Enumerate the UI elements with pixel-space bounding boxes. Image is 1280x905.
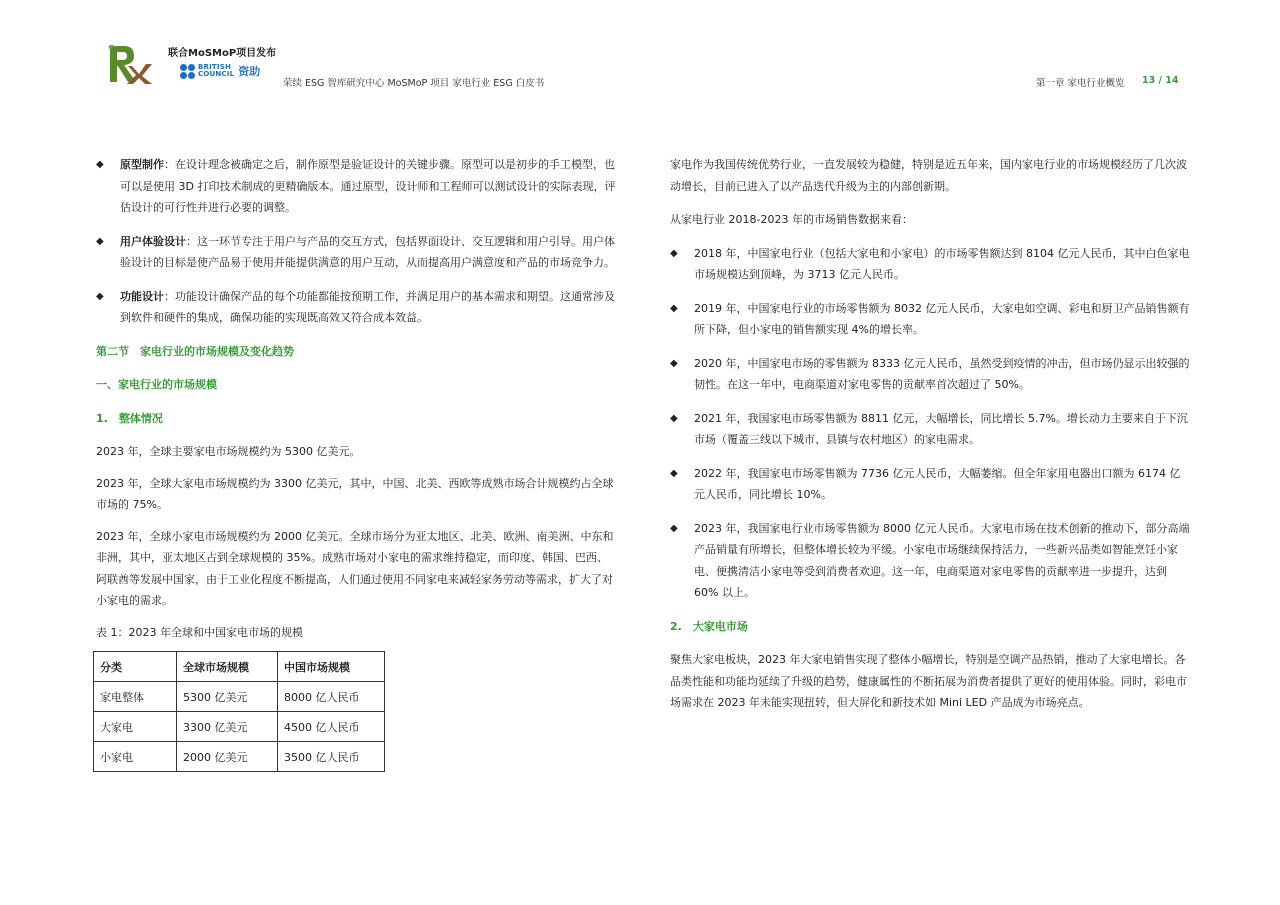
- table-cell: 5300 亿美元: [177, 682, 278, 712]
- table-header: 分类: [94, 652, 177, 682]
- table-cell: 3500 亿人民币: [278, 742, 385, 772]
- bullet-title: 原型制作: [120, 158, 164, 171]
- diamond-icon: ◆: [96, 159, 104, 170]
- rx-logo: [106, 44, 156, 84]
- bullet-2019: [670, 298, 1190, 341]
- paragraph: 家电作为我国传统优势行业，一直发展较为稳健，特别是近五年来，国内家电行业的市场规模经历了几次波动增长，目前已进入了以产品迭代升级为主的内部创新期。: [670, 158, 1187, 193]
- bc-dots-icon: [180, 64, 195, 79]
- table-row: [94, 742, 385, 772]
- bullet-text: 2019 年，中国家电行业的市场零售额为 8032 亿元人民币，大家电如空调、彩电和厨卫产品销售额有所下降，但小家电的销售额实现 4%的增长率。: [694, 301, 1190, 336]
- bullet-text: ：在设计理念被确定之后，制作原型是验证设计的关键步骤。原型可以是初步的手工模型，也可以是使用 3D 打印技术制成的更精确版本。通过原型，设计师和工程师可以测试设计的实际表现，评估设计的可行性并进行必要的调整。: [120, 158, 616, 214]
- bullet-ux: [96, 231, 616, 274]
- chapter-label: 第一章 家电行业概览: [1036, 78, 1125, 89]
- british-council-logo: [180, 63, 260, 79]
- table-cell: 大家电: [94, 712, 177, 742]
- point-heading: 1. 整体情况: [96, 411, 163, 425]
- bullet-text: 2021 年，我国家电市场零售额为 8811 亿元，大幅增长，同比增长 5.7%。增长动力主要来自于下沉市场（覆盖三线以下城市、县镇与农村地区）的家电需求。: [694, 411, 1188, 446]
- page-number: 13 / 14: [1142, 75, 1179, 86]
- diamond-icon: ◆: [670, 467, 678, 479]
- bullet-text: ：功能设计确保产品的每个功能都能按预期工作，并满足用户的基本需求和期望。这通常涉及到软件和硬件的集成，确保功能的实现既高效又符合成本效益。: [120, 289, 615, 324]
- diamond-icon: ◆: [96, 235, 104, 247]
- bc-fund-label: 资助: [238, 65, 261, 78]
- header-subtitle: 荣续 ESG 智库研究中心 MoSMoP 项目 家电行业 ESG 白皮书: [283, 78, 545, 89]
- bullet-2018: [670, 243, 1190, 286]
- table-cell: 8000 亿人民币: [278, 682, 385, 712]
- bullet-2023: [670, 518, 1190, 604]
- table-cell: 2000 亿美元: [177, 742, 278, 772]
- section-heading: 第二节 家电行业的市场规模及变化趋势: [96, 344, 294, 358]
- table-header: 全球市场规模: [177, 652, 278, 682]
- diamond-icon: ◆: [670, 412, 678, 424]
- diamond-icon: ◆: [670, 522, 678, 534]
- bullet-2021: [670, 408, 1190, 451]
- bullet-2020: [670, 353, 1190, 396]
- bullet-text: ：这一环节专注于用户与产品的交互方式，包括界面设计、交互逻辑和用户引导。用户体验设计的目标是使产品易于使用并能提供满意的用户互动，从而提高用户满意度和产品的市场竞争力。: [120, 234, 615, 269]
- bullet-title: 用户体验设计: [120, 234, 186, 248]
- bullet-text: 2022 年，我国家电市场零售额为 7736 亿元人民币，大幅萎缩。但全年家用电器出口额为 6174 亿元人民币，同比增长 10%。: [694, 466, 1181, 501]
- bc-line1: BRITISH: [198, 63, 232, 71]
- table-caption: 表 1：2023 年全球和中国家电市场的规模: [96, 625, 303, 639]
- table-header-row: [94, 652, 385, 682]
- right-column: [670, 154, 1190, 714]
- publisher-label: 联合MoSMoP项目发布: [168, 48, 277, 59]
- paragraph: 2023 年，全球小家电市场规模约为 2000 亿美元。全球市场分为亚太地区、北美、欧洲、南美洲、中东和非洲，其中，亚太地区占到全球规模的 35%。成熟市场对小家电的需求维持稳定，而印度、韩国、巴西、阿联酋等发展中国家，由于工业化程度不断提高，人们通过使用不同家电来减轻家务劳动等需求，扩大了对小家电的需求。: [96, 529, 614, 607]
- table-cell: 小家电: [94, 742, 177, 772]
- point-heading: 2. 大家电市场: [670, 619, 748, 633]
- bc-line2: COUNCIL: [198, 70, 235, 78]
- bullet-text: 2018 年，中国家电行业（包括大家电和小家电）的市场零售额达到 8104 亿元人民币，其中白色家电市场规模达到顶峰，为 3713 亿元人民币。: [694, 246, 1190, 281]
- table-cell: 4500 亿人民币: [278, 712, 385, 742]
- bullet-2022: [670, 463, 1190, 506]
- diamond-icon: ◆: [670, 357, 678, 369]
- diamond-icon: ◆: [96, 290, 104, 302]
- subsection-heading: 一、家电行业的市场规模: [96, 378, 217, 391]
- left-column: [96, 154, 616, 772]
- paragraph: 从家电行业 2018-2023 年的市场销售数据来看：: [670, 213, 913, 226]
- table-header: 中国市场规模: [278, 652, 385, 682]
- table-row: [94, 712, 385, 742]
- paragraph: 聚焦大家电板块，2023 年大家电销售实现了整体小幅增长，特别是空调产品热销，推动了大家电增长。各品类性能和功能均延续了升级的趋势，健康属性的不断拓展为消费者提供了更好的使用体验。同时，彩电市场需求在 2023 年未能实现扭转，但大屏化和新技术如 Mini LED 产品成为市场亮点。: [670, 653, 1187, 709]
- bullet-title: 功能设计: [120, 289, 164, 303]
- diamond-icon: ◆: [670, 247, 678, 259]
- table-cell: 3300 亿美元: [177, 712, 278, 742]
- table-cell: 家电整体: [94, 682, 177, 712]
- paragraph: 2023 年，全球主要家电市场规模约为 5300 亿美元。: [96, 445, 361, 458]
- bullet-text: 2023 年，我国家电行业市场零售额为 8000 亿元人民币。大家电市场在技术创新的推动下，部分高端产品销量有所增长，但整体增长较为平缓。小家电市场继续保持活力，一些新兴品类如智能烹饪小家电、便携清洁小家电等受到消费者欢迎。这一年，电商渠道对家电零售的贡献率进一步提升，达到60% 以上。: [694, 521, 1190, 599]
- market-size-table: [93, 651, 385, 772]
- diamond-icon: ◆: [670, 302, 678, 314]
- bullet-prototype: [96, 154, 616, 219]
- bullet-text: 2020 年，中国家电市场的零售额为 8333 亿元人民币，虽然受到疫情的冲击，但市场仍显示出较强的韧性。在这一年中，电商渠道对家电零售的贡献率首次超过了 50%。: [694, 356, 1190, 391]
- bullet-function: [96, 286, 616, 329]
- paragraph: 2023 年，全球大家电市场规模约为 3300 亿美元，其中，中国、北美、西欧等成熟市场合计规模约占全球市场的 75%。: [96, 476, 614, 511]
- table-row: [94, 682, 385, 712]
